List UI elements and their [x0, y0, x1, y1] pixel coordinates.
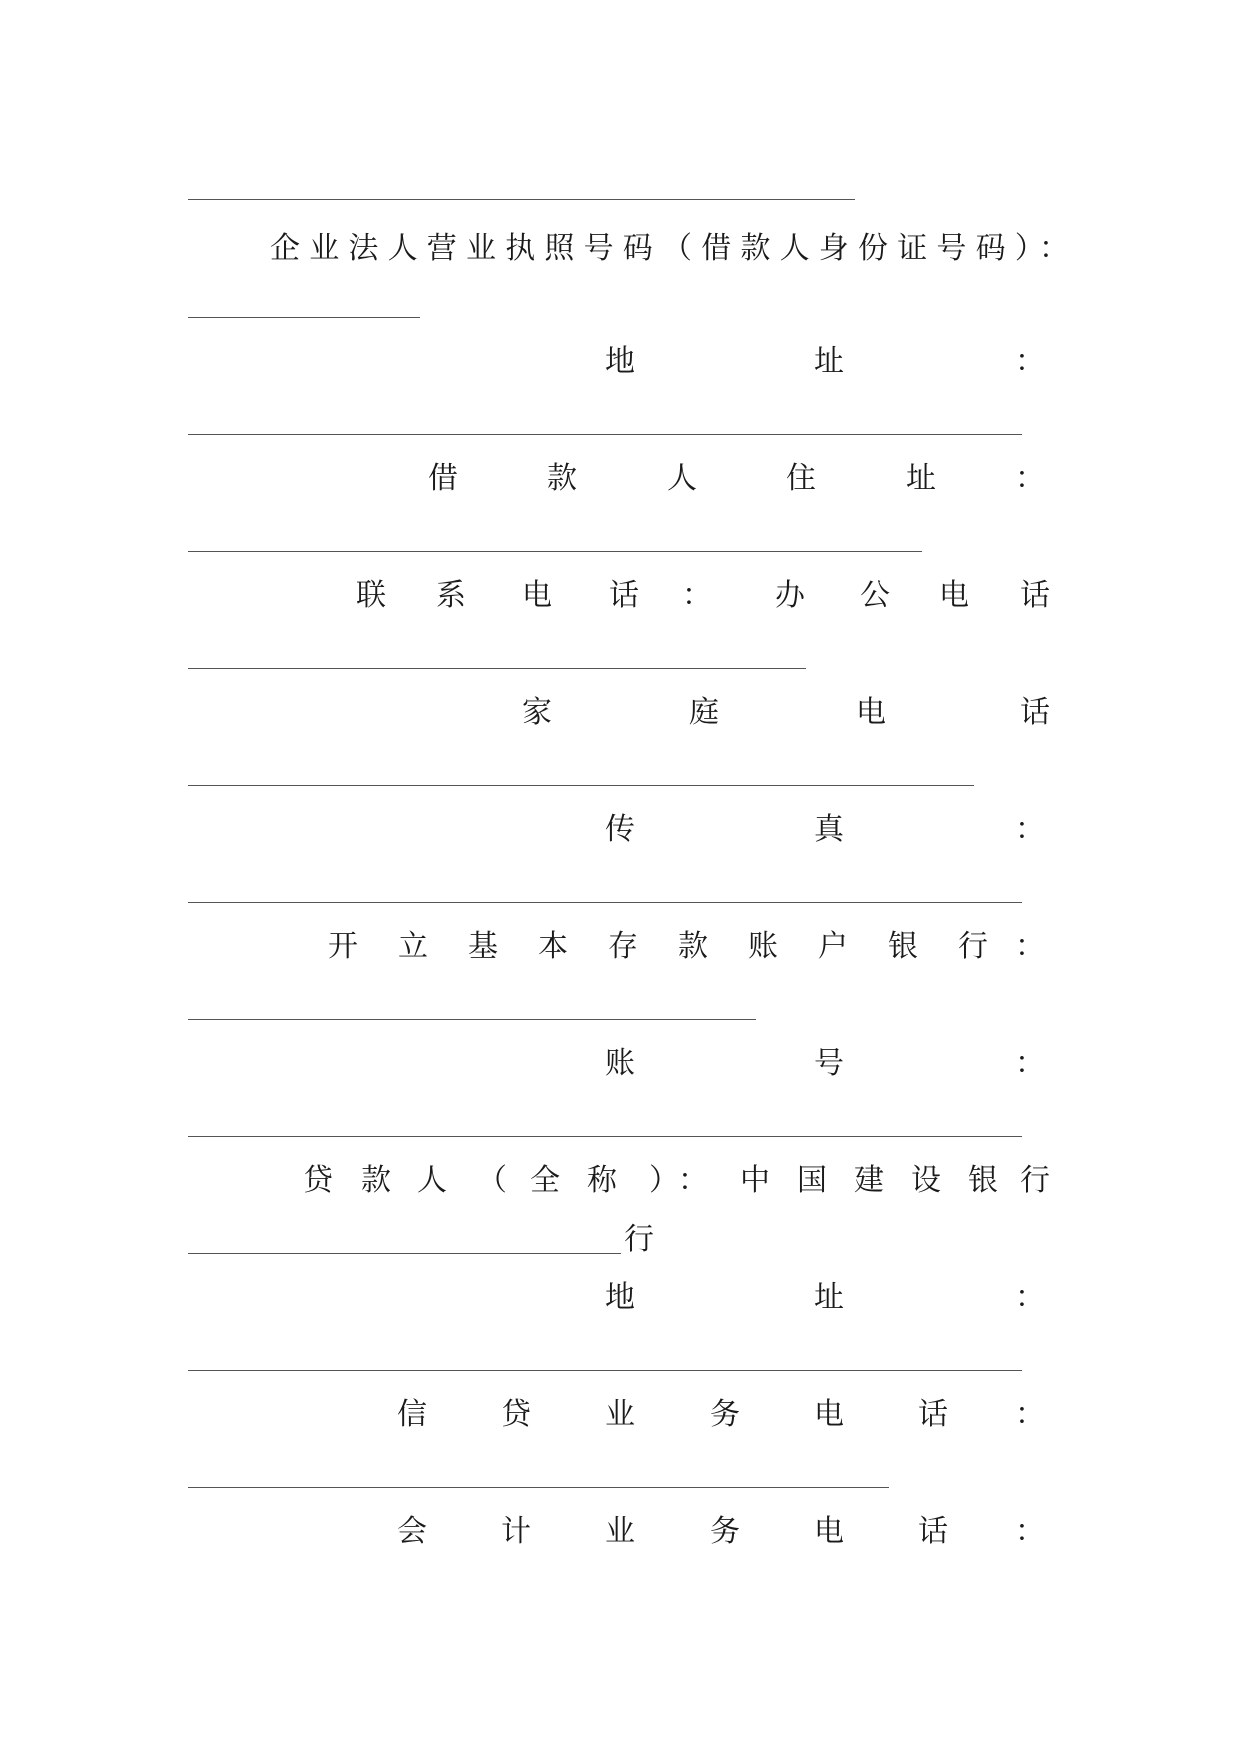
label-char: 家 [522, 695, 552, 730]
label-char: ： [1015, 929, 1045, 964]
blank-line [188, 785, 974, 786]
blank-line [188, 1136, 1022, 1137]
label-char: 务 [710, 1514, 740, 1549]
label-char: 业 [605, 1514, 635, 1549]
label-char: 款 [547, 461, 577, 496]
label-char: 银 [888, 929, 918, 964]
label-char: （ [477, 1163, 507, 1198]
label-char: 话 [609, 578, 639, 613]
deposit-bank-label [188, 927, 1052, 967]
label-char: 住 [786, 461, 816, 496]
label-char: 基 [468, 929, 498, 964]
label-char: 话 [1020, 578, 1050, 613]
branch-suffix: 行 [624, 1222, 654, 1257]
label-char: 电 [814, 1514, 844, 1549]
lender-label [188, 1161, 1052, 1201]
account-number-label [188, 1044, 1052, 1084]
label-char: 址 [814, 344, 844, 379]
label-char: ： [1015, 344, 1045, 379]
label-char: 系 [436, 578, 466, 613]
fax-label [188, 810, 1052, 850]
label-char: 行 [958, 929, 988, 964]
label-char: 公 [860, 578, 890, 613]
blank-line [188, 199, 855, 200]
label-char: 电 [522, 578, 552, 613]
label-char: 贷 [501, 1397, 531, 1432]
label-char: 设 [911, 1163, 941, 1198]
borrower-address-label [188, 342, 1052, 382]
label-char: 电 [814, 1397, 844, 1432]
label-char: 贷 [303, 1163, 333, 1198]
label-char: 账 [748, 929, 778, 964]
label-char: ： [1015, 461, 1045, 496]
label-char: 人 [417, 1163, 447, 1198]
label-char: 账 [605, 1046, 635, 1081]
label-char: 银 [968, 1163, 998, 1198]
label-char: 庭 [689, 695, 719, 730]
label-char: 联 [356, 578, 386, 613]
label-char: 开 [328, 929, 358, 964]
blank-line [188, 551, 922, 552]
label-char: ： [1015, 812, 1045, 847]
label-char: 务 [710, 1397, 740, 1432]
label-char: 址 [906, 461, 936, 496]
label-char: 中 [740, 1163, 770, 1198]
blank-line [188, 902, 1022, 903]
label-char: 真 [814, 812, 844, 847]
label-char: 国 [797, 1163, 827, 1198]
label-char: 全 [530, 1163, 560, 1198]
blank-line [188, 668, 806, 669]
blank-line [188, 317, 420, 318]
label-char: 立 [398, 929, 428, 964]
label-char: 建 [854, 1163, 884, 1198]
blank-line [188, 1019, 756, 1020]
label-char: 会 [397, 1514, 427, 1549]
label-char: 传 [605, 812, 635, 847]
label-char: ： [678, 1163, 708, 1198]
label-char: ： [1015, 1280, 1045, 1315]
label-char: ： [682, 578, 712, 613]
blank-line [188, 1370, 1022, 1371]
label-char: 话 [1020, 695, 1050, 730]
blank-line [188, 434, 1022, 435]
home-phone-label [188, 693, 1052, 733]
label-char: 办 [775, 578, 805, 613]
label-char: 人 [667, 461, 697, 496]
label-char: 号 [814, 1046, 844, 1081]
label-char: 户 [818, 929, 848, 964]
label-char: 借 [428, 461, 458, 496]
label-char: 存 [608, 929, 638, 964]
label-char: ： [1015, 1514, 1045, 1549]
label-char: 址 [814, 1280, 844, 1315]
label-char: 本 [538, 929, 568, 964]
borrower-residence-label [188, 459, 1052, 499]
contact-phone-label [188, 576, 1052, 616]
credit-phone-label [188, 1395, 1052, 1435]
label-char: 信 [397, 1397, 427, 1432]
label-char: ） [649, 1163, 679, 1198]
label-char: 地 [605, 1280, 635, 1315]
label-char: 电 [856, 695, 886, 730]
label-char: 款 [678, 929, 708, 964]
blank-line [188, 1487, 889, 1488]
label-char: ： [1015, 1046, 1045, 1081]
business-license-label: 企业法人营业执照号码（借款人身份证号码）： [270, 231, 1079, 266]
label-char: 称 [587, 1163, 617, 1198]
label-char: 话 [918, 1397, 948, 1432]
label-char: ： [1015, 1397, 1045, 1432]
label-char: 行 [1020, 1163, 1050, 1198]
blank-line [188, 1253, 621, 1254]
label-char: 计 [501, 1514, 531, 1549]
label-char: 电 [939, 578, 969, 613]
label-char: 话 [918, 1514, 948, 1549]
accounting-phone-label [188, 1512, 1052, 1552]
label-char: 业 [605, 1397, 635, 1432]
label-char: 款 [361, 1163, 391, 1198]
label-char: 地 [605, 344, 635, 379]
lender-address-label [188, 1278, 1052, 1318]
